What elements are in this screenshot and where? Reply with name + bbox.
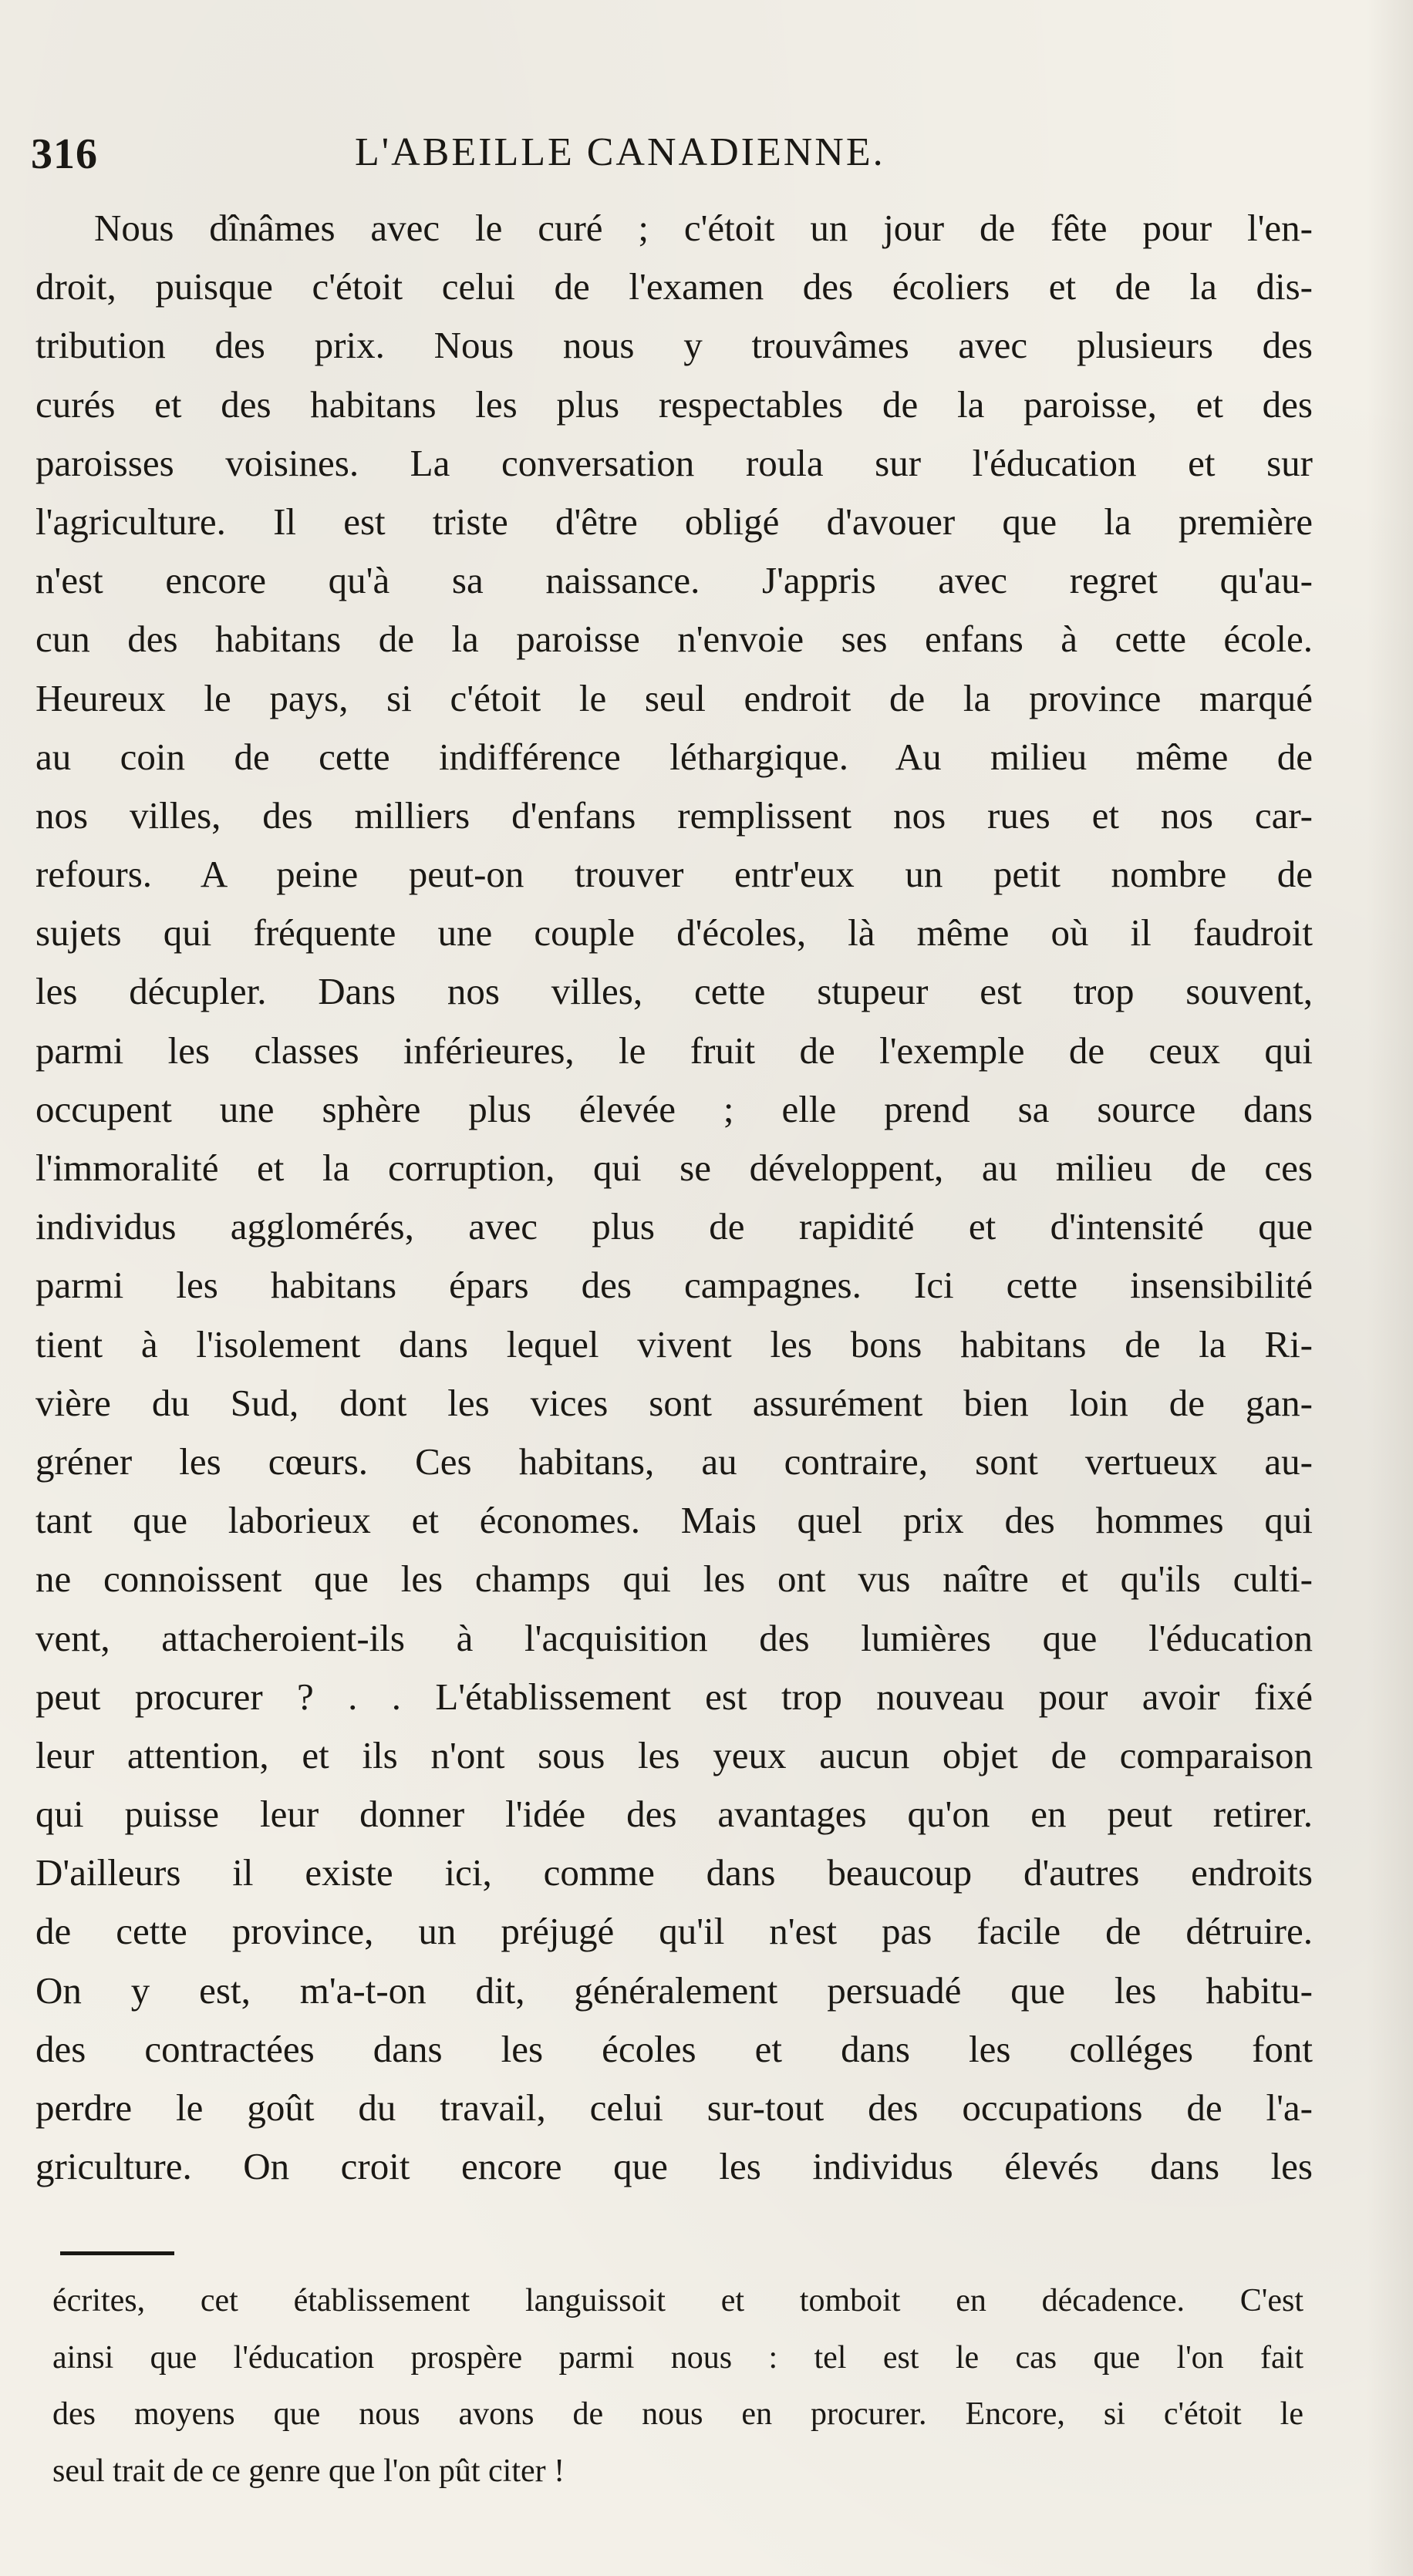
text-line: paroisses voisines. La conversation roula sur l'éducation et sur: [35, 441, 1313, 484]
text-line: tant que laborieux et économes. Mais quel prix des hommes qui: [35, 1499, 1313, 1542]
footnote-line: ainsi que l'éducation prospère parmi nous : tel est le cas que l'on fait: [52, 2339, 1303, 2376]
page-edge-shadow: [1367, 0, 1413, 2576]
text-line: les décupler. Dans nos villes, cette stupeur est trop souvent,: [35, 970, 1313, 1013]
text-line: vière du Sud, dont les vices sont assurément bien loin de gan-: [35, 1381, 1313, 1424]
text-line: tribution des prix. Nous nous y trouvâmes avec plusieurs des: [35, 324, 1313, 367]
footnote-line: écrites, cet établissement languissoit et tomboit en décadence. C'est: [52, 2283, 1303, 2318]
text-line: l'immoralité et la corruption, qui se développent, au milieu de ces: [35, 1147, 1313, 1189]
main-text: [35, 199, 1313, 2196]
text-line: D'ailleurs il existe ici, comme dans beaucoup d'autres endroits: [35, 1851, 1313, 1894]
text-line: des contractées dans les écoles et dans les colléges font: [35, 2027, 1313, 2070]
text-line: n'est encore qu'à sa naissance. J'appris avec regret qu'au-: [35, 559, 1313, 602]
text-line: peut procurer ? . . L'établissement est trop nouveau pour avoir fixé: [35, 1675, 1313, 1718]
text-line: Heureux le pays, si c'étoit le seul endroit de la province marqué: [35, 676, 1313, 719]
text-line: qui puisse leur donner l'idée des avantages qu'on en peut retirer.: [35, 1793, 1313, 1836]
text-line: de cette province, un préjugé qu'il n'est pas facile de détruire.: [35, 1910, 1313, 1953]
footnote-line: des moyens que nous avons de nous en procurer. Encore, si c'étoit le: [52, 2396, 1303, 2432]
text-line: curés et des habitans les plus respectables de la paroisse, et des: [35, 382, 1313, 426]
text-line: au coin de cette indifférence léthargique. Au milieu même de: [35, 735, 1313, 778]
text-line: cun des habitans de la paroisse n'envoie ses enfans à cette école.: [35, 618, 1313, 661]
text-line: nos villes, des milliers d'enfans remplissent nos rues et nos car-: [35, 793, 1313, 837]
running-title: L'ABEILLE CANADIENNE.: [355, 130, 885, 174]
footnote-line: seul trait de ce genre que l'on pût citer !: [52, 2453, 565, 2489]
page-header: [31, 130, 1311, 191]
text-line: individus agglomérés, avec plus de rapidité et d'intensité que: [35, 1205, 1313, 1248]
text-line: ne connoissent que les champs qui les ont vus naître et qu'ils culti-: [35, 1557, 1313, 1601]
text-line: perdre le goût du travail, celui sur-tout des occupations de l'a-: [35, 2086, 1313, 2129]
footnote: [52, 2273, 1303, 2500]
text-line: parmi les classes inférieures, le fruit de l'exemple de ceux qui: [35, 1029, 1313, 1072]
text-line: refours. A peine peut-on trouver entr'eux un petit nombre de: [35, 853, 1313, 896]
text-line: On y est, m'a-t-on dit, généralement persuadé que les habitu-: [35, 1968, 1313, 2012]
text-line: occupent une sphère plus élevée ; elle prend sa source dans: [35, 1087, 1313, 1130]
text-line: tient à l'isolement dans lequel vivent les bons habitans de la Ri-: [35, 1322, 1313, 1365]
text-line: l'agriculture. Il est triste d'être obligé d'avouer que la première: [35, 500, 1313, 543]
text-line: parmi les habitans épars des campagnes. Ici cette insensibilité: [35, 1264, 1313, 1307]
text-line: droit, puisque c'étoit celui de l'examen des écoliers et de la dis-: [35, 265, 1313, 308]
text-line: Nous dînâmes avec le curé ; c'étoit un jour de fête pour l'en-: [94, 207, 1313, 249]
text-line: vent, attacheroient-ils à l'acquisition des lumières que l'éducation: [35, 1616, 1313, 1659]
text-line: leur attention, et ils n'ont sous les yeux aucun objet de comparaison: [35, 1733, 1313, 1776]
text-line: sujets qui fréquente une couple d'écoles, là même où il faudroit: [35, 911, 1313, 955]
text-line: griculture. On croit encore que les individus élevés dans les: [35, 2145, 1313, 2188]
text-line: gréner les cœurs. Ces habitans, au contraire, sont vertueux au-: [35, 1440, 1313, 1483]
footnote-rule: [60, 2251, 174, 2255]
page-number: 316: [31, 130, 98, 178]
